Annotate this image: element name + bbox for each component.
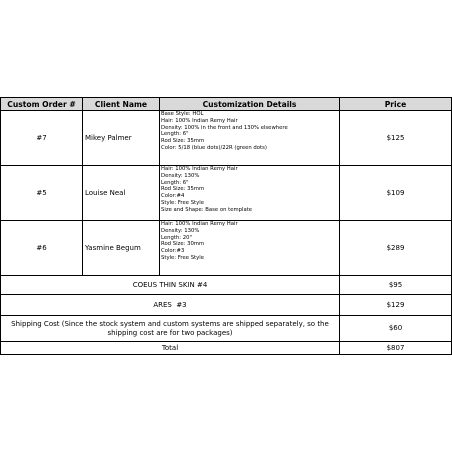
detail-line: Color:#4	[161, 193, 185, 200]
detail-line: Color: 5/18 (blue dots)/22R (green dots)	[161, 144, 267, 151]
detail-line: Base Style: HOL	[161, 111, 204, 117]
order-number: #7	[1, 111, 83, 166]
customization-details	[160, 111, 340, 166]
detail-line: Rod Size: 35mm	[161, 138, 205, 145]
client-name: Yasmine Begum	[83, 221, 160, 276]
customization-details	[160, 221, 340, 276]
header-client-name: Client Name	[83, 98, 160, 111]
detail-line: Rod Size: 35mm	[161, 186, 205, 193]
extra-item-price: $129	[340, 295, 452, 316]
detail-line: Density: 130%	[161, 172, 200, 179]
extra-item-price: $95	[340, 276, 452, 295]
table-row	[1, 276, 452, 295]
detail-line: Length: 6"	[161, 179, 189, 186]
header-custom-order: Custom Order #	[1, 98, 83, 111]
client-name: Louise Neal	[83, 166, 160, 221]
order-price: $109	[340, 166, 452, 221]
detail-line: Length: 6"	[161, 131, 189, 138]
header-row	[1, 98, 452, 111]
total-row	[1, 342, 452, 355]
detail-line: Color:#3	[161, 248, 185, 255]
detail-line: Style: Free Style	[161, 199, 205, 206]
extra-item-label: COEUS THIN SKIN #4	[1, 276, 340, 295]
total-price: $807	[340, 342, 452, 355]
detail-line: Rod Size: 30mm	[161, 241, 205, 248]
total-label: Total	[1, 342, 340, 355]
client-name: Mikey Palmer	[83, 111, 160, 166]
table-row	[1, 221, 452, 276]
extra-item-label: ARES #3	[1, 295, 340, 316]
detail-line: Style: Free Style	[161, 254, 205, 261]
detail-line: Hair: 100% Indian Remy Hair	[161, 117, 238, 124]
order-price: $289	[340, 221, 452, 276]
order-summary-table	[0, 97, 452, 355]
detail-line: Density: 100% in the front and 130% elsewhere	[161, 124, 288, 131]
shipping-label: Shipping Cost (Since the stock system and custom systems are shipped separately, so the shipping cost are for two packages)	[1, 316, 340, 342]
table-row	[1, 111, 452, 166]
table-row	[1, 166, 452, 221]
header-customization-details: Customization Details	[160, 98, 340, 111]
header-price: Price	[340, 98, 452, 111]
order-number: #5	[1, 166, 83, 221]
detail-line: Size and Shape: Base on template	[161, 206, 253, 213]
detail-line: Density: 130%	[161, 227, 200, 234]
order-number: #6	[1, 221, 83, 276]
detail-line: Length: 20''	[161, 234, 193, 241]
order-price: $125	[340, 111, 452, 166]
shipping-price: $60	[340, 316, 452, 342]
detail-line: Hair: 100% Indian Remy Hair	[161, 166, 238, 172]
detail-line: Hair: 100% Indian Remy Hair	[161, 221, 238, 227]
customization-details	[160, 166, 340, 221]
table-row	[1, 295, 452, 316]
shipping-row	[1, 316, 452, 342]
